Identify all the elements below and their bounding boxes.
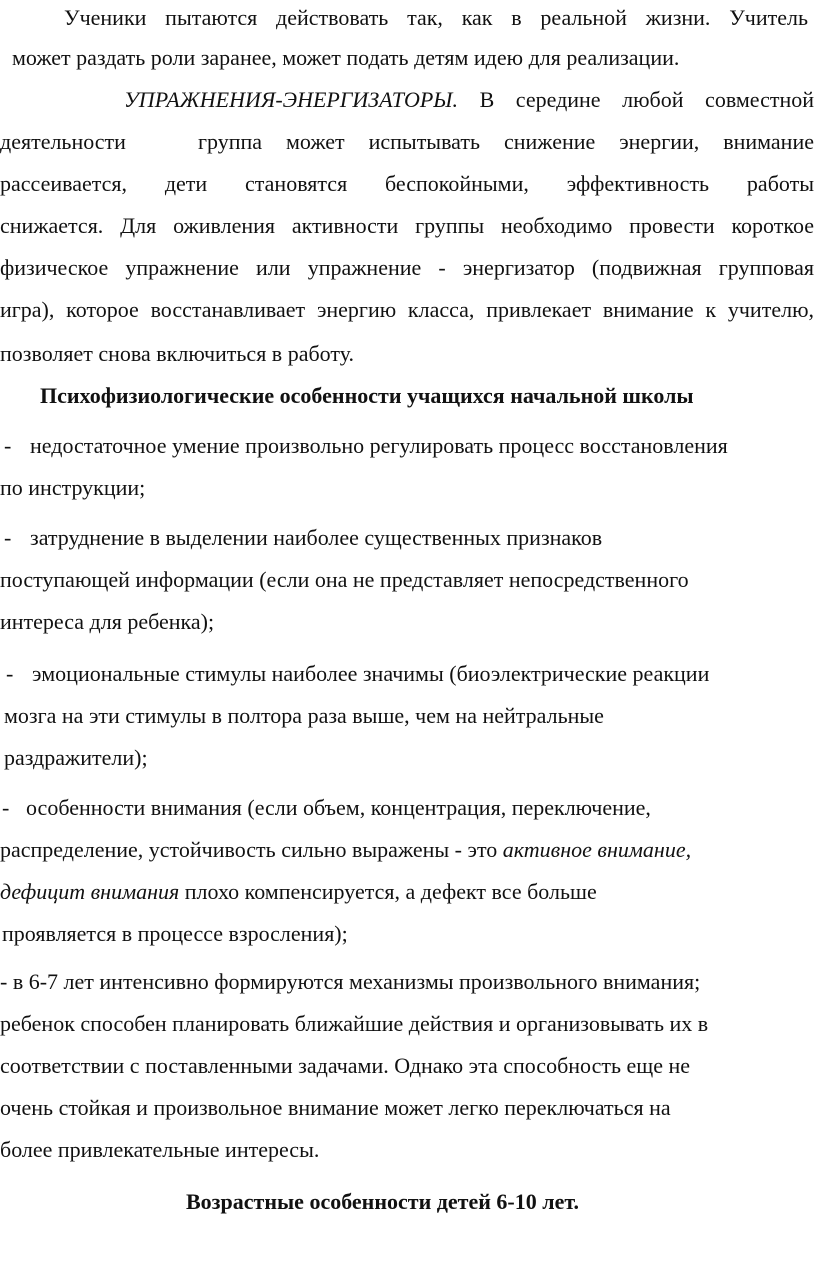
intro-line-2: может раздать роли заранее, может подать детям идею для реализации. (12, 45, 680, 70)
energizers-line-7: позволяет снова включиться в работу. (0, 341, 354, 366)
list-item-5-line-2: ребенок способен планировать ближайшие действия и организовывать их в (0, 1011, 709, 1036)
list-dash: - (4, 525, 12, 550)
list-item-3-line-3: раздражители); (4, 745, 148, 770)
energizers-line-6: игра), которое восстанавливает энергию класса, привлекает внимание к учителю, (0, 297, 814, 322)
list-item-3-line-1: эмоциональные стимулы наиболее значимы (биоэлектрические реакции (32, 661, 710, 686)
list-dash: - (2, 795, 10, 820)
list-item-2-line-1: затруднение в выделении наиболее существенных признаков (30, 525, 603, 550)
list-dash: - (6, 661, 14, 686)
energizers-line-5: физическое упражнение или упражнение - энергизатор (подвижная групповая (0, 255, 814, 280)
energizers-line-3: рассеивается, дети становятся беспокойными, эффективность работы (0, 171, 814, 196)
list-item-1-line-2: по инструкции; (0, 475, 146, 500)
list-item-4-line-2-text: распределение, устойчивость сильно выражены - это (0, 837, 498, 862)
energizers-line-2a: деятельности (0, 129, 126, 154)
list-item-4-term-attention-deficit: дефицит внимания (0, 879, 180, 904)
list-item-5-line-1: - в 6-7 лет интенсивно формируются механизмы произвольного внимания; (0, 969, 701, 994)
list-item-5-line-4: очень стойкая и произвольное внимание может легко переключаться на (0, 1095, 671, 1120)
list-item-3-line-2: мозга на эти стимулы в полтора раза выше, чем на нейтральные (4, 703, 604, 728)
list-item-5-line-5: более привлекательные интересы. (0, 1137, 320, 1162)
section-heading-age-features: Возрастные особенности детей 6-10 лет. (186, 1189, 580, 1214)
list-item-4-term-active-attention: активное внимание, (502, 837, 692, 862)
energizers-term: УПРАЖНЕНИЯ-ЭНЕРГИЗАТОРЫ. (124, 87, 458, 112)
energizers-line-2b: группа может испытывать снижение энергии, внимание (198, 129, 814, 154)
energizers-line-1 (124, 86, 814, 114)
list-item-4-line-4: проявляется в процессе взросления); (2, 921, 348, 946)
list-item-4-line-2 (0, 836, 691, 864)
list-item-1-line-1: недостаточное умение произвольно регулировать процесс восстановления (30, 433, 728, 458)
energizers-line-4: снижается. Для оживления активности группы необходимо провести короткое (0, 213, 814, 238)
intro-line-1: Ученики пытаются действовать так, как в реальной жизни. Учитель (64, 5, 808, 30)
list-item-2-line-2: поступающей информации (если она не представляет непосредственного (0, 567, 689, 592)
list-item-5-line-3: соответствии с поставленными задачами. Однако эта способность еще не (0, 1053, 691, 1078)
list-item-4-line-3-text: плохо компенсируется, а дефект все больше (184, 879, 597, 904)
list-item-4-line-1: особенности внимания (если объем, концентрация, переключение, (26, 795, 651, 820)
section-heading-psychophysiology: Психофизиологические особенности учащихся начальной школы (40, 383, 694, 408)
list-item-2-line-3: интереса для ребенка); (0, 609, 215, 634)
list-item-4-line-3 (0, 878, 597, 906)
energizers-line-1-text: В середине любой совместной (479, 87, 814, 112)
list-dash: - (4, 433, 12, 458)
